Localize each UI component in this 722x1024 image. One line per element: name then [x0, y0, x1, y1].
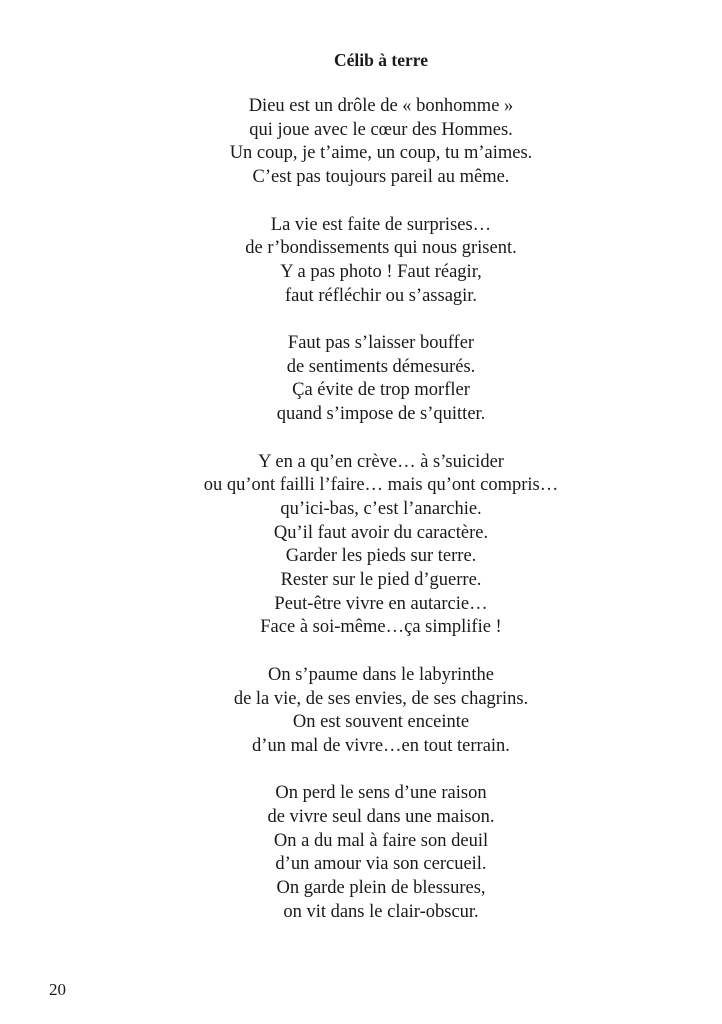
- poem-line: Un coup, je t’aime, un coup, tu m’aimes.: [229, 143, 533, 164]
- poem-line: Dieu est un drôle de « bonhomme »: [248, 96, 514, 116]
- poem-line: Ça évite de trop morfler: [292, 380, 470, 401]
- poem-line: de r’bondissements qui nous grisent.: [245, 238, 517, 259]
- stanza-1: [0, 95, 722, 190]
- poem-line: C’est pas toujours pareil au même.: [252, 167, 510, 188]
- poem-line: La vie est faite de surprises…: [270, 214, 492, 235]
- page-number: 20: [49, 980, 66, 999]
- poem-line: On perd le sens d’une raison: [275, 783, 487, 804]
- poem-line: Face à soi-même…ça simplifie !: [260, 617, 502, 638]
- stanza-4: [0, 451, 722, 641]
- poem-line: de sentiments démesurés.: [286, 356, 476, 377]
- poem-line: d’un mal de vivre…en tout terrain.: [252, 735, 510, 756]
- poem-title: Célib à terre: [334, 50, 428, 70]
- poem-line: Y en a qu’en crève… à s’suicider: [258, 451, 504, 472]
- poem-line: Y a pas photo ! Faut réagir,: [280, 261, 482, 282]
- poem-line: on vit dans le clair-obscur.: [283, 901, 479, 922]
- poem-line: On est souvent enceinte: [292, 712, 470, 733]
- poem-line: faut réfléchir ou s’assagir.: [284, 285, 478, 306]
- poem-line: qu’ici-bas, c’est l’anarchie.: [280, 498, 482, 519]
- stanza-6: [0, 782, 722, 924]
- poem-line: de vivre seul dans une maison.: [267, 807, 495, 828]
- poem-line: quand s’impose de s’quitter.: [276, 404, 486, 425]
- poem-line: Rester sur le pied d’guerre.: [280, 570, 482, 591]
- poem-line: Faut pas s’laisser bouffer: [287, 333, 475, 353]
- poem-line: qui joue avec le cœur des Hommes.: [249, 119, 513, 140]
- stanza-5: [0, 664, 722, 759]
- poem-body: [0, 95, 722, 925]
- poem-line: On s’paume dans le labyrinthe: [267, 664, 495, 685]
- poem-line: Qu’il faut avoir du caractère.: [273, 522, 489, 543]
- poem-line: ou qu’ont failli l’faire… mais qu’ont compris…: [203, 475, 559, 496]
- poem-line: de la vie, de ses envies, de ses chagrins.: [233, 688, 529, 709]
- poem-line: Garder les pieds sur terre.: [285, 546, 477, 567]
- poem-line: Peut-être vivre en autarcie…: [274, 593, 488, 614]
- poem-line: On a du mal à faire son deuil: [273, 830, 489, 851]
- stanza-3: [0, 332, 722, 427]
- poem-line: On garde plein de blessures,: [276, 878, 486, 899]
- stanza-2: [0, 214, 722, 309]
- poem-line: d’un amour via son cercueil.: [275, 854, 487, 875]
